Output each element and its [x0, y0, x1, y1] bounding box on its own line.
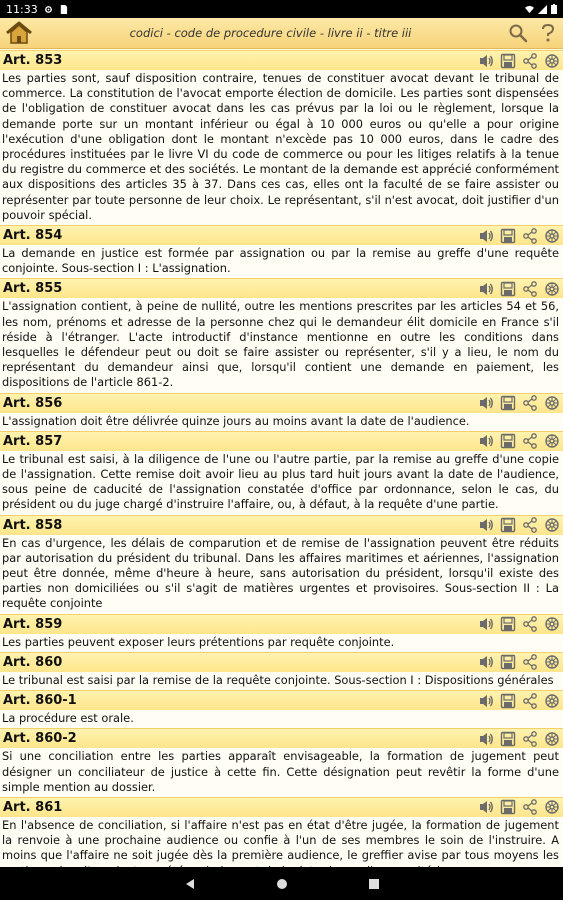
- speaker-icon[interactable]: [477, 280, 494, 297]
- save-icon[interactable]: [499, 616, 516, 633]
- share-icon[interactable]: [521, 692, 538, 709]
- article-title: Art. 858: [3, 517, 63, 533]
- article-item: [0, 515, 563, 614]
- app-toolbar: [0, 18, 563, 49]
- home-button[interactable]: [0, 18, 38, 48]
- article-header: [0, 393, 563, 413]
- article-header: [0, 728, 563, 748]
- speaker-icon[interactable]: [477, 227, 494, 244]
- article-title: Art. 853: [3, 53, 63, 68]
- gear-icon[interactable]: [543, 227, 560, 244]
- signal-icon: [538, 5, 547, 14]
- article-text: Le tribunal est saisi, à la diligence de l'une ou l'autre partie, par la remise au greffe d'une copie de l'assignation. Cette remise doit avoir lieu au plus tard huit jours avant la date de l'audience, sous peine de caducité de l'assignation constatée d'office par ordonnance, selon le cas, du président ou du juge chargé d'instruire l'affaire, ou, à défaut, à la requête d'une partie.: [0, 451, 563, 515]
- back-icon[interactable]: [184, 878, 196, 890]
- share-icon[interactable]: [521, 654, 538, 671]
- article-header: [0, 690, 563, 710]
- article-item: [0, 225, 563, 278]
- speaker-icon[interactable]: [477, 433, 494, 450]
- article-item: [0, 278, 563, 392]
- share-icon[interactable]: [521, 395, 538, 412]
- status-bar: [0, 0, 563, 18]
- article-text: La procédure est orale.: [0, 710, 563, 728]
- system-navigation-bar: [0, 867, 563, 900]
- article-header: [0, 515, 563, 535]
- speaker-icon[interactable]: [477, 616, 494, 633]
- save-icon[interactable]: [499, 654, 516, 671]
- article-title: Art. 860: [3, 654, 63, 670]
- article-title: Art. 855: [3, 281, 63, 297]
- speaker-icon[interactable]: [477, 395, 494, 412]
- speaker-icon[interactable]: [477, 517, 494, 534]
- article-header: [0, 652, 563, 672]
- gear-icon[interactable]: [543, 799, 560, 816]
- article-text: En l'absence de conciliation, si l'affaire n'est pas en état d'être jugée, la formation de jugement la renvoie à une prochaine audience ou confie à l'un de ses membres le soin de l'instruire. A moins que l'affaire ne soit jugée dès la première audience, le greffier avise par tous moyens les: [0, 817, 563, 881]
- save-icon[interactable]: [499, 395, 516, 412]
- gear-icon[interactable]: [543, 730, 560, 747]
- article-title: Art. 859: [3, 616, 63, 632]
- home-icon: [5, 21, 33, 45]
- speaker-icon[interactable]: [477, 52, 494, 69]
- help-button[interactable]: [533, 18, 563, 48]
- article-title: Art. 857: [3, 433, 63, 449]
- article-title: Art. 854: [3, 228, 63, 244]
- article-text: Les parties peuvent exposer leurs prétentions par requête conjointe.: [0, 634, 563, 652]
- article-list[interactable]: [0, 50, 563, 867]
- article-item: [0, 431, 563, 515]
- article-text: Si une conciliation entre les parties apparaît envisageable, la formation de jugement peut désigner un conciliateur de justice à cette fin. Cette désignation peut revêtir la forme d'une simple mention au dossier.: [0, 748, 563, 797]
- gear-icon[interactable]: [543, 52, 560, 69]
- save-icon[interactable]: [499, 730, 516, 747]
- share-icon[interactable]: [521, 616, 538, 633]
- sim-card-icon: [59, 5, 68, 14]
- article-header: [0, 614, 563, 634]
- article-title: Art. 860-1: [3, 693, 77, 709]
- article-text: L'assignation contient, à peine de nullité, outre les mentions prescrites par les articles 54 et 56, les nom, prénoms et adresse de la personne chez qui le demandeur élit domicile en France s'il réside à l'étranger. L'acte introductif d'instance mentionne en outre les conditions dans lesquelles le défendeur peut ou doit se faire assister ou représenter, s'il y a lieu, le nom du représentant du demandeur ainsi que, lorsqu'il contient une demande en paiement, les dispositions de l'article 861-2.: [0, 298, 563, 392]
- article-text: L'assignation doit être délivrée quinze jours au moins avant la date de l'audience.: [0, 413, 563, 431]
- save-icon[interactable]: [499, 52, 516, 69]
- article-item: [0, 50, 563, 225]
- speaker-icon[interactable]: [477, 654, 494, 671]
- speaker-icon[interactable]: [477, 692, 494, 709]
- gear-icon[interactable]: [543, 654, 560, 671]
- article-item: [0, 393, 563, 431]
- share-icon[interactable]: [521, 52, 538, 69]
- status-time: 11:33: [6, 2, 38, 16]
- article-text: Les parties sont, sauf disposition contraire, tenues de constituer avocat devant le tribunal de commerce. La constitution de l'avocat emporte élection de domicile. Les parties sont dispensées de l'obligation de constituer avocat dans les cas prévus par la loi ou le règlement, lorsque la demande porte sur un montant inférieur ou égal à 10 000 euros ou qu'elle a pour origine l'exécution d'une obligation dont le montant n'excède pas 10 000 euros, dans le cadre des procédures instituées par le livre VI du code de commerce ou pour les litiges relatifs à la tenue du registre du commerce et des sociétés. Le montant de la demande est apprécié conformément aux dispositions des articles 35 à 37. Dans ces cas, elles ont la faculté de se faire assister ou représenter par toute personne de leur choix. Le représentant, s'il n'est avocat, doit justifier d'un pouvoir spécial.: [0, 70, 563, 225]
- article-header: [0, 431, 563, 451]
- share-icon[interactable]: [521, 280, 538, 297]
- speaker-icon[interactable]: [477, 730, 494, 747]
- share-icon[interactable]: [521, 433, 538, 450]
- article-header: [0, 50, 563, 70]
- gear-icon[interactable]: [543, 433, 560, 450]
- article-title: Art. 856: [3, 395, 63, 411]
- gear-icon[interactable]: [543, 395, 560, 412]
- settings-status-icon: [44, 5, 53, 14]
- save-icon[interactable]: [499, 227, 516, 244]
- save-icon[interactable]: [499, 692, 516, 709]
- home-nav-icon[interactable]: [276, 878, 288, 890]
- toolbar-title: codici - code de procedure civile - livre ii - titre iii: [129, 26, 412, 40]
- article-text: La demande en justice est formée par assignation ou par la remise au greffe d'une requête conjointe. Sous-section I : L'assignation.: [0, 245, 563, 278]
- share-icon[interactable]: [521, 799, 538, 816]
- article-header: [0, 278, 563, 298]
- wifi-icon: [525, 5, 534, 14]
- search-icon: [508, 23, 528, 43]
- article-text: En cas d'urgence, les délais de comparution et de remise de l'assignation peuvent être réduits par autorisation du président du tribunal. Dans les affaires maritimes et aériennes, l'assignation peut être donnée, même d'heure à heure, sans autorisation du président, lorsqu'il existe des parties non domiciliées ou s'il s'agit de matières urgentes et provisoires. Sous-section II : La requête conjointe: [0, 535, 563, 614]
- save-icon[interactable]: [499, 799, 516, 816]
- article-header: [0, 225, 563, 245]
- share-icon[interactable]: [521, 517, 538, 534]
- share-icon[interactable]: [521, 227, 538, 244]
- article-title: Art. 860-2: [3, 731, 77, 747]
- article-header: [0, 797, 563, 817]
- gear-icon[interactable]: [543, 280, 560, 297]
- article-item: [0, 614, 563, 652]
- gear-icon[interactable]: [543, 517, 560, 534]
- article-title: Art. 861: [3, 799, 63, 815]
- gear-icon[interactable]: [543, 692, 560, 709]
- share-icon[interactable]: [521, 730, 538, 747]
- save-icon[interactable]: [499, 517, 516, 534]
- save-icon[interactable]: [499, 280, 516, 297]
- battery-icon: [551, 4, 557, 14]
- save-icon[interactable]: [499, 433, 516, 450]
- article-item: [0, 690, 563, 728]
- speaker-icon[interactable]: [477, 799, 494, 816]
- article-item: [0, 652, 563, 690]
- search-button[interactable]: [503, 18, 533, 48]
- article-item: [0, 728, 563, 797]
- help-icon: [540, 23, 556, 43]
- recents-icon[interactable]: [368, 878, 380, 890]
- article-text: Le tribunal est saisi par la remise de la requête conjointe. Sous-section I : Dispositions générales: [0, 672, 563, 690]
- gear-icon[interactable]: [543, 616, 560, 633]
